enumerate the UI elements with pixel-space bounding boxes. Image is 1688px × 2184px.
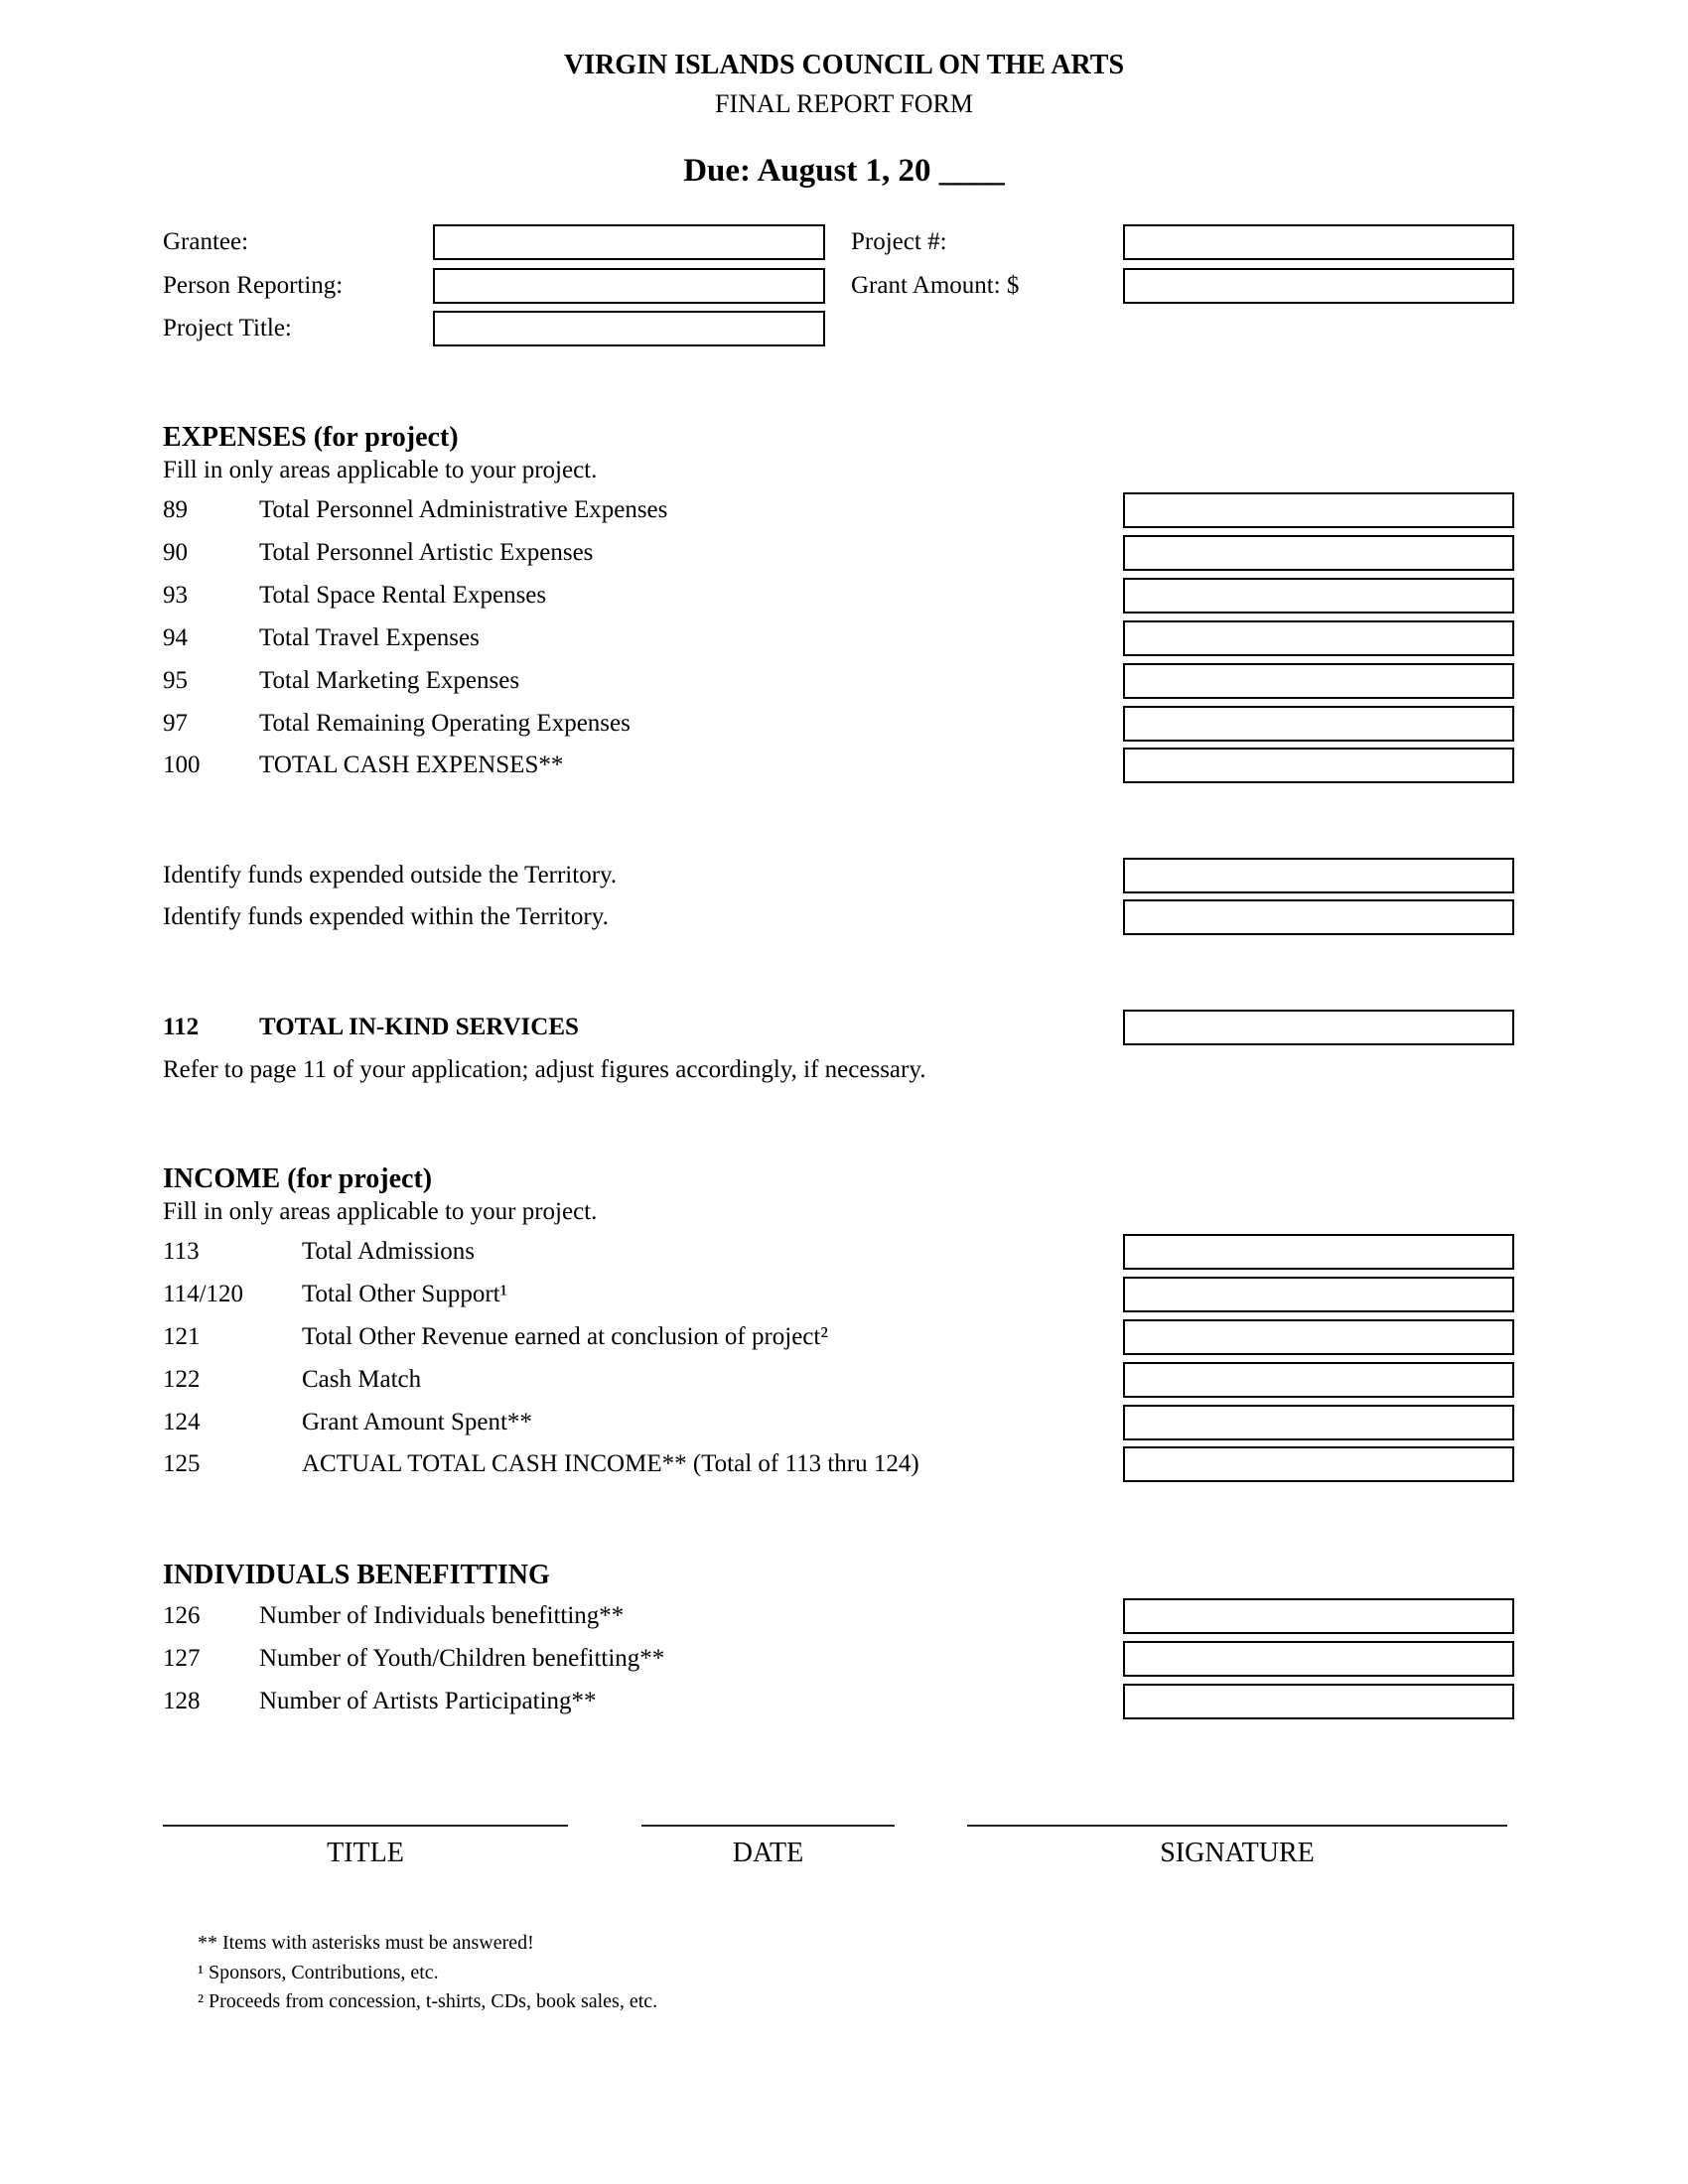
inkind-label: TOTAL IN-KIND SERVICES xyxy=(259,1014,579,1040)
person-reporting-label: Person Reporting: xyxy=(163,272,344,299)
individuals-amount-field[interactable] xyxy=(1123,1641,1514,1677)
inkind-field[interactable] xyxy=(1123,1010,1514,1045)
income-line-label: Grant Amount Spent** xyxy=(302,1409,532,1435)
funds-within-label: Identify funds expended within the Territory. xyxy=(163,903,609,930)
expense-amount-field[interactable] xyxy=(1123,748,1514,783)
footnote-1: ¹ Sponsors, Contributions, etc. xyxy=(198,1962,439,1983)
inkind-number: 112 xyxy=(163,1014,200,1040)
grantee-field[interactable] xyxy=(433,224,825,260)
expense-amount-field[interactable] xyxy=(1123,578,1514,614)
income-amount-field[interactable] xyxy=(1123,1362,1514,1398)
income-line-label: Total Other Revenue earned at conclusion of project² xyxy=(302,1323,828,1350)
org-title: VIRGIN ISLANDS COUNCIL ON THE ARTS xyxy=(563,50,1125,80)
expense-amount-field[interactable] xyxy=(1123,663,1514,699)
signature-line[interactable] xyxy=(967,1825,1507,1827)
expense-line-number: 97 xyxy=(163,710,188,737)
grantee-label: Grantee: xyxy=(163,228,249,255)
expenses-note: Fill in only areas applicable to your project. xyxy=(163,457,598,483)
date-caption: DATE xyxy=(732,1838,804,1868)
income-line-label: Total Admissions xyxy=(302,1238,475,1265)
expense-line-number: 100 xyxy=(163,751,201,778)
title-line[interactable] xyxy=(163,1825,568,1827)
individuals-line-number: 126 xyxy=(163,1602,201,1629)
expense-line-label: Total Personnel Administrative Expenses xyxy=(259,496,668,523)
expense-line-label: TOTAL CASH EXPENSES** xyxy=(259,751,564,778)
income-amount-field[interactable] xyxy=(1123,1405,1514,1440)
income-amount-field[interactable] xyxy=(1123,1277,1514,1312)
individuals-heading: INDIVIDUALS BENEFITTING xyxy=(163,1560,550,1590)
income-heading: INCOME (for project) xyxy=(163,1163,433,1194)
expense-line-number: 90 xyxy=(163,539,188,566)
expenses-heading: EXPENSES (for project) xyxy=(163,422,459,453)
income-line-label: Total Other Support¹ xyxy=(302,1281,508,1307)
income-amount-field[interactable] xyxy=(1123,1319,1514,1355)
income-line-number: 114/120 xyxy=(163,1281,244,1307)
expense-line-number: 89 xyxy=(163,496,188,523)
inkind-note: Refer to page 11 of your application; adjust figures accordingly, if necessary. xyxy=(163,1056,926,1083)
funds-within-field[interactable] xyxy=(1123,899,1514,935)
footnote-2: ² Proceeds from concession, t-shirts, CDs, book sales, etc. xyxy=(198,1990,658,2012)
individuals-line-label: Number of Youth/Children benefitting** xyxy=(259,1645,665,1672)
income-line-number: 121 xyxy=(163,1323,201,1350)
person-reporting-field[interactable] xyxy=(433,268,825,304)
individuals-amount-field[interactable] xyxy=(1123,1684,1514,1719)
expense-amount-field[interactable] xyxy=(1123,620,1514,656)
income-amount-field[interactable] xyxy=(1123,1446,1514,1482)
grant-amount-label: Grant Amount: $ xyxy=(851,272,1020,299)
form-title: FINAL REPORT FORM xyxy=(715,89,973,118)
individuals-amount-field[interactable] xyxy=(1123,1598,1514,1634)
expense-line-label: Total Space Rental Expenses xyxy=(259,582,547,609)
grant-amount-field[interactable] xyxy=(1123,268,1514,304)
income-line-number: 122 xyxy=(163,1366,201,1393)
income-line-number: 125 xyxy=(163,1450,201,1477)
expense-amount-field[interactable] xyxy=(1123,535,1514,571)
signature-caption: SIGNATURE xyxy=(1160,1838,1315,1868)
individuals-line-number: 127 xyxy=(163,1645,201,1672)
individuals-line-label: Number of Individuals benefitting** xyxy=(259,1602,625,1629)
income-line-number: 124 xyxy=(163,1409,201,1435)
individuals-line-number: 128 xyxy=(163,1688,201,1714)
funds-outside-label: Identify funds expended outside the Territory. xyxy=(163,862,618,888)
expense-line-label: Total Remaining Operating Expenses xyxy=(259,710,631,737)
expense-amount-field[interactable] xyxy=(1123,706,1514,742)
project-number-field[interactable] xyxy=(1123,224,1514,260)
project-title-label: Project Title: xyxy=(163,315,292,341)
due-date: Due: August 1, 20 ____ xyxy=(683,153,1005,189)
expense-line-label: Total Marketing Expenses xyxy=(259,667,520,694)
income-line-label: Cash Match xyxy=(302,1366,422,1393)
funds-outside-field[interactable] xyxy=(1123,858,1514,893)
project-number-label: Project #: xyxy=(851,228,947,255)
date-line[interactable] xyxy=(641,1825,895,1827)
footnote-asterisks: ** Items with asterisks must be answered! xyxy=(198,1932,534,1954)
expense-line-label: Total Personnel Artistic Expenses xyxy=(259,539,594,566)
project-title-field[interactable] xyxy=(433,311,825,346)
individuals-line-label: Number of Artists Participating** xyxy=(259,1688,597,1714)
income-note: Fill in only areas applicable to your project. xyxy=(163,1198,598,1225)
income-line-label: ACTUAL TOTAL CASH INCOME** (Total of 113 thru 124) xyxy=(302,1450,919,1477)
expense-line-label: Total Travel Expenses xyxy=(259,624,480,651)
expense-line-number: 95 xyxy=(163,667,188,694)
income-line-number: 113 xyxy=(163,1238,200,1265)
expense-line-number: 94 xyxy=(163,624,188,651)
title-caption: TITLE xyxy=(327,1838,404,1868)
expense-line-number: 93 xyxy=(163,582,188,609)
income-amount-field[interactable] xyxy=(1123,1234,1514,1270)
expense-amount-field[interactable] xyxy=(1123,492,1514,528)
